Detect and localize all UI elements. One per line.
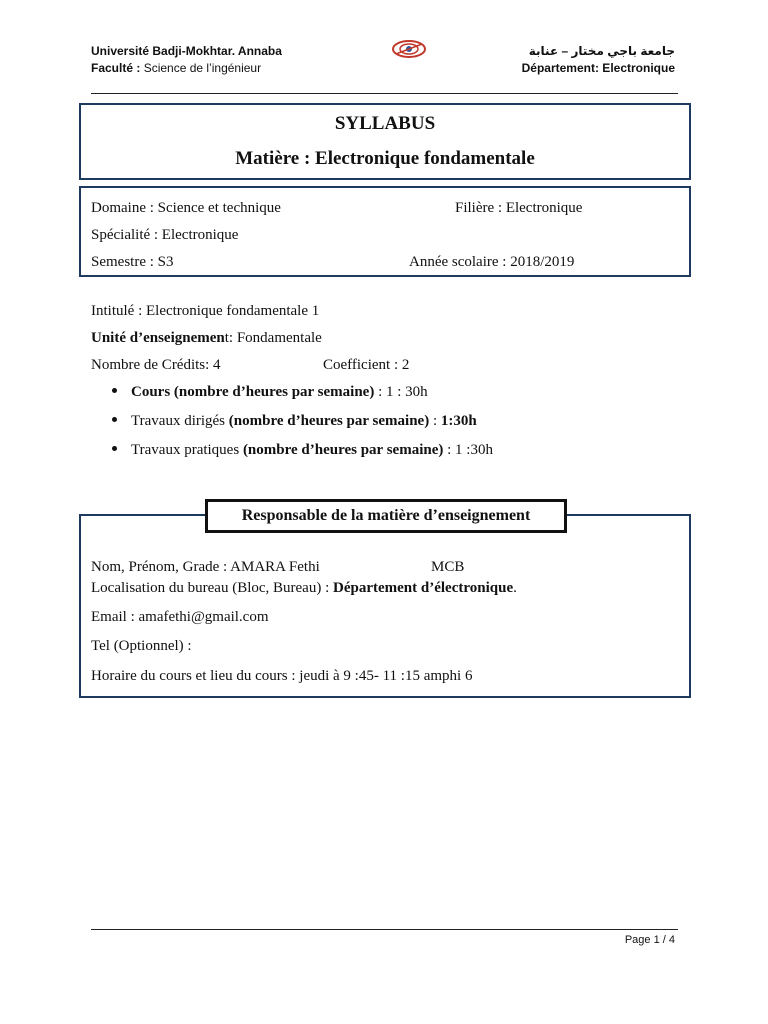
localisation-value: Département d’électronique (333, 580, 514, 596)
cours-value: : 1 : 30h (374, 384, 428, 400)
department-name: Département: Electronique (521, 61, 675, 75)
faculty-label: Faculté : (91, 61, 141, 75)
td-bold: (nombre d’heures par semaine) (228, 413, 430, 429)
coefficient-text: Coefficient : 2 (323, 357, 410, 373)
bullet-icon (112, 417, 117, 422)
unite-value: t: Fondamentale (224, 330, 322, 346)
specialite-text: Spécialité : Electronique (91, 227, 239, 243)
credits-text: Nombre de Crédits: 4 (91, 357, 221, 373)
arabic-university-name: جامعة باجي مختار – عنابة (528, 44, 675, 58)
domaine-text: Domaine : Science et technique (91, 200, 281, 216)
faculty-value: Science de l’ingénieur (143, 61, 262, 75)
bullet-icon (112, 388, 117, 393)
localisation-label: Localisation du bureau (Bloc, Bureau) : (91, 580, 334, 596)
td-label: Travaux dirigés (131, 413, 229, 429)
university-name: Université Badji-Mokhtar. Annaba (91, 44, 282, 58)
tp-bold: (nombre d’heures par semaine) (242, 442, 444, 458)
page-number: Page 1 / 4 (624, 934, 675, 946)
intitule-text: Intitulé : Electronique fondamentale 1 (91, 303, 320, 319)
semestre-text: Semestre : S3 (91, 254, 174, 270)
cours-label: Cours (nombre d’heures par semaine) (131, 384, 375, 400)
tel-text: Tel (Optionnel) : (91, 638, 192, 654)
bullet-icon (112, 446, 117, 451)
unite-label: Unité d’enseignemen (91, 330, 225, 346)
annee-text: Année scolaire : 2018/2019 (409, 254, 575, 270)
subject-heading: Matière : Electronique fondamentale (235, 148, 535, 169)
list-item-cours (112, 383, 428, 401)
list-item-tp (112, 441, 493, 459)
tp-label: Travaux pratiques (131, 442, 243, 458)
responsable-title: Responsable de la matière d’enseignement (205, 499, 567, 533)
td-value: 1:30h (440, 413, 477, 429)
filiere-text: Filière : Electronique (455, 200, 583, 216)
horaire-text: Horaire du cours et lieu du cours : jeudi à 9 :45- 11 :15 amphi 6 (91, 668, 473, 684)
email-text: Email : amafethi@gmail.com (91, 609, 269, 625)
grade-text: MCB (431, 559, 465, 575)
title-box (79, 103, 691, 180)
syllabus-heading: SYLLABUS (334, 113, 436, 134)
footer-divider (91, 929, 678, 930)
header-left (91, 43, 282, 77)
list-item-td (112, 412, 477, 430)
td-sep: : (429, 413, 441, 429)
header-divider (91, 93, 678, 94)
tp-value: : 1 :30h (443, 442, 493, 458)
university-logo-icon (390, 38, 428, 60)
header-right (522, 43, 675, 77)
nom-text: Nom, Prénom, Grade : AMARA Fethi (91, 559, 320, 575)
unite-line (91, 329, 322, 347)
localisation-end: . (513, 580, 517, 596)
localisation-line (91, 579, 517, 597)
